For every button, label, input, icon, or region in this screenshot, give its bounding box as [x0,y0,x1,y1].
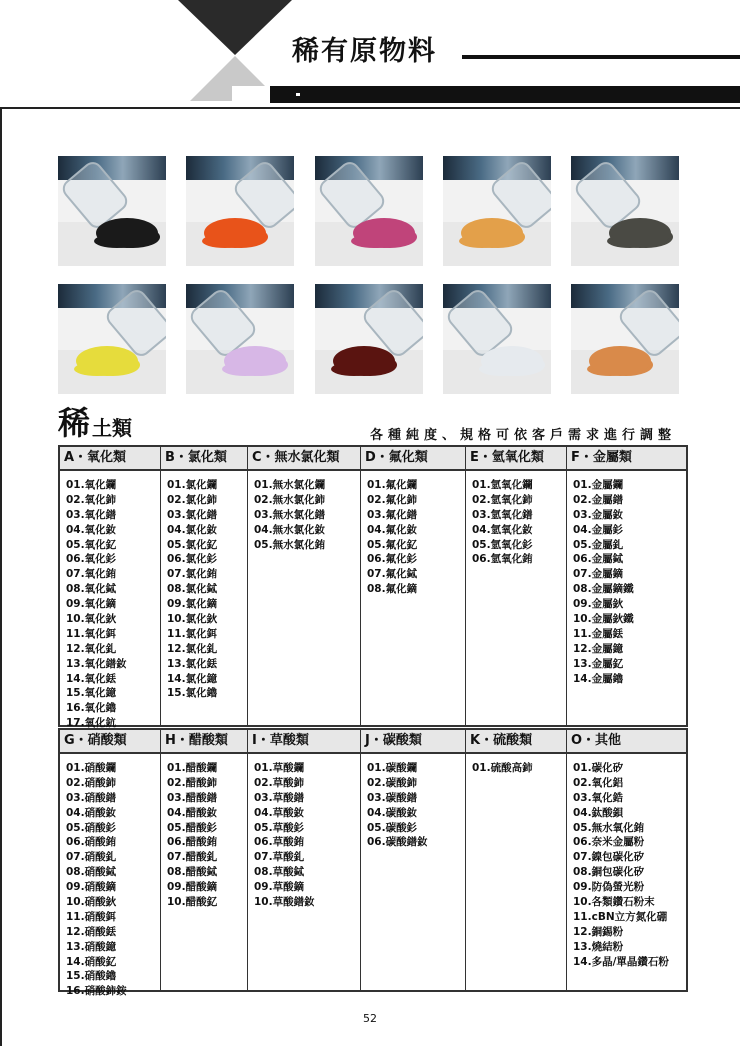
column-header: H・醋酸類 [165,733,228,748]
powder-sample [333,346,395,376]
list-item: 09.氧化鏑 [66,598,117,611]
list-item: 01.硝酸鑭 [66,762,117,774]
item-list [254,761,315,910]
section-title: 土類 [92,416,132,440]
powder-sample [96,218,158,248]
product-photo [315,284,423,394]
column-header: G・硝酸類 [64,733,127,748]
list-item: 12.銅錫粉 [573,925,624,938]
list-item: 03.氫氧化鐠 [472,508,533,521]
table-column [360,447,465,725]
list-item: 06.硝酸銪 [66,836,117,849]
product-photo [443,156,551,266]
list-item: 05.硝酸釤 [66,821,117,834]
item-list [254,478,325,552]
list-item: 03.氧化鋯 [573,791,624,804]
list-item: 16.氧化鑥 [66,702,117,715]
list-item: 07.金屬鏑 [573,568,624,581]
column-header: D・氟化類 [365,450,428,465]
table-column [60,730,160,998]
list-item: 01.草酸鑭 [254,762,305,774]
section-note: 各種純度、規格可依客戶需求進行調整 [370,428,677,443]
product-photo [571,156,679,266]
list-item: 10.醋酸釔 [167,896,218,909]
list-item: 06.奈米金屬粉 [573,836,645,849]
list-item: 10.氧化鈥 [66,613,117,626]
product-photo [443,284,551,394]
table-column [465,447,566,725]
list-item: 08.醋酸鋱 [167,866,218,879]
list-item: 02.草酸鈰 [254,776,305,789]
item-list [367,478,417,597]
list-item: 04.硝酸釹 [66,806,117,819]
frame-left-line [0,107,2,1046]
list-item: 07.硝酸釓 [66,851,117,864]
list-item: 02.氧化鈰 [66,493,117,506]
table-column [465,730,566,990]
list-item: 15.氯化鑥 [167,687,218,700]
list-item: 01.氧化鑭 [66,479,117,491]
list-item: 09.防偽螢光粉 [573,881,645,894]
header-bar-mark [296,93,300,96]
product-photo [186,156,294,266]
product-photo [315,156,423,266]
list-item: 01.氯化鑭 [167,479,218,491]
list-item: 13.氯化銩 [167,657,218,670]
list-item: 04.氯化釹 [167,523,218,536]
product-photo [58,156,166,266]
list-item: 14.硝酸釔 [66,955,117,968]
list-item: 04.氧化釹 [66,523,117,536]
page-title: 稀有原物料 [292,36,437,67]
list-item: 02.碳酸鈰 [367,776,418,789]
list-item: 05.氫氧化釤 [472,538,533,551]
list-item: 01.氫氧化鑭 [472,479,533,491]
list-item: 06.氯化釤 [167,553,218,566]
list-item: 03.氟化鐠 [367,508,418,521]
table-column [60,447,160,730]
table-column [566,730,688,990]
column-header: E・氫氧化類 [470,450,544,465]
list-item: 09.草酸鏑 [254,881,305,894]
list-item: 08.金屬鏑鐵 [573,583,634,596]
table-column [247,730,360,990]
list-item: 04.鈦酸鋇 [573,806,624,819]
list-item: 05.無水氯化銪 [254,538,326,551]
list-item: 12.氧化釓 [66,642,117,655]
list-item: 12.硝酸銩 [66,925,117,938]
list-item: 01.碳酸鑭 [367,762,418,774]
list-item: 02.硝酸鈰 [66,776,117,789]
list-item: 03.無水氯化鐠 [254,508,326,521]
list-item: 14.氯化鐿 [167,672,218,685]
list-item: 17.氧化鈧 [66,717,117,730]
list-item: 02.氟化鈰 [367,493,418,506]
list-item: 03.氯化鐠 [167,508,218,521]
list-item: 10.硝酸鈥 [66,896,117,909]
column-header: F・金屬類 [571,450,632,465]
list-item: 12.氯化釓 [167,642,218,655]
item-list [66,761,127,999]
list-item: 03.草酸鐠 [254,791,305,804]
list-item: 02.醋酸鈰 [167,776,218,789]
header-bar [270,86,740,103]
rare-earth-table-2 [58,728,688,998]
list-item: 10.各類鑽石粉末 [573,896,655,909]
list-item: 05.無水氧化銪 [573,821,645,834]
header-rule [462,55,740,59]
powder-sample [76,346,138,376]
table-column [247,447,360,725]
item-list [66,478,127,731]
list-item: 01.碳化矽 [573,762,624,774]
list-item: 03.硝酸鐠 [66,791,117,804]
list-item: 08.氟化鏑 [367,583,418,596]
list-item: 14.多晶/單晶鑽石粉 [573,955,669,968]
list-item: 05.氧化釔 [66,538,117,551]
column-header: J・碳酸類 [365,733,422,748]
product-photo [571,284,679,394]
list-item: 01.金屬鑭 [573,479,624,491]
list-item: 04.氫氧化釹 [472,523,533,536]
table-column [360,730,465,990]
list-item: 01.氟化鑭 [367,479,418,491]
column-header: O・其他 [571,733,622,748]
list-item: 09.金屬鈥 [573,598,624,611]
powder-sample [481,346,543,376]
page-number: 52 [363,1012,377,1025]
list-item: 03.金屬釹 [573,508,624,521]
list-item: 04.碳酸釹 [367,806,418,819]
list-item: 13.金屬釔 [573,657,624,670]
list-item: 05.氟化釔 [367,538,418,551]
powder-sample [353,218,415,248]
list-item: 04.無水氯化釹 [254,523,326,536]
list-item: 10.金屬鈥鐵 [573,613,634,626]
list-item: 07.草酸釓 [254,851,305,864]
list-item: 06.氫氧化銪 [472,553,533,566]
frame-top-line [0,107,740,109]
section-title-big-char: 稀 [58,404,91,442]
list-item: 01.硫酸高鈰 [472,762,533,774]
list-item: 11.氯化鉺 [167,627,218,640]
list-item: 14.氧化銩 [66,672,117,685]
item-list [472,761,533,776]
item-list [573,478,634,686]
powder-sample [589,346,651,376]
list-item: 05.氯化釔 [167,538,218,551]
list-item: 07.醋酸釓 [167,851,218,864]
list-item: 05.金屬釓 [573,538,624,551]
column-header: C・無水氯化類 [252,450,340,465]
list-item: 04.草酸釹 [254,806,305,819]
list-item: 06.氟化釤 [367,553,418,566]
list-item: 08.草酸鋱 [254,866,305,879]
list-item: 11.cBN立方氮化硼 [573,910,668,923]
product-photo [58,284,166,394]
item-list [167,761,217,910]
list-item: 05.醋酸釤 [167,821,218,834]
list-item: 09.氯化鏑 [167,598,218,611]
list-item: 15.硝酸鑥 [66,970,117,983]
list-item: 06.碳酸鐠釹 [367,836,428,849]
list-item: 06.金屬鋱 [573,553,624,566]
list-item: 03.碳酸鐠 [367,791,418,804]
powder-sample [609,218,671,248]
list-item: 07.氟化鋱 [367,568,418,581]
list-item: 02.氧化鋁 [573,776,624,789]
column-header: B・氯化類 [165,450,227,465]
list-item: 13.氧化鐠釹 [66,657,127,670]
item-list [573,761,669,969]
list-item: 02.氯化鈰 [167,493,218,506]
list-item: 02.金屬鐠 [573,493,624,506]
column-header: I・草酸類 [252,733,309,748]
list-item: 11.金屬銩 [573,627,624,640]
list-item: 07.氧化銪 [66,568,117,581]
list-item: 02.無水氯化鈰 [254,493,326,506]
table-column [160,447,247,725]
list-item: 15.氧化鐿 [66,687,117,700]
header-dark-triangle [178,0,292,55]
list-item: 10.草酸鐠釹 [254,896,315,909]
list-item: 09.硝酸鏑 [66,881,117,894]
list-item: 13.燒結粉 [573,940,624,953]
list-item: 05.草酸釤 [254,821,305,834]
list-item: 03.氧化鐠 [66,508,117,521]
list-item: 14.金屬鑥 [573,672,624,685]
table-column [160,730,247,990]
list-item: 06.草酸銪 [254,836,305,849]
list-item: 03.醋酸鐠 [167,791,218,804]
list-item: 08.硝酸鋱 [66,866,117,879]
list-item: 11.氧化鉺 [66,627,117,640]
list-item: 07.氯化銪 [167,568,218,581]
item-list [367,761,428,850]
list-item: 10.氯化鈥 [167,613,218,626]
powder-sample [204,218,266,248]
list-item: 09.醋酸鏑 [167,881,218,894]
list-item: 08.銅包碳化矽 [573,866,645,879]
list-item: 07.鎳包碳化矽 [573,851,645,864]
list-item: 02.氫氧化鈰 [472,493,533,506]
list-item: 01.無水氯化鑭 [254,479,326,491]
list-item: 08.氧化鋱 [66,583,117,596]
list-item: 04.氟化釹 [367,523,418,536]
list-item: 04.金屬釤 [573,523,624,536]
powder-sample [224,346,286,376]
list-item: 01.醋酸鑭 [167,762,218,774]
item-list [167,478,217,701]
column-header: K・硫酸類 [470,733,533,748]
list-item: 12.金屬鐿 [573,642,624,655]
table-column [566,447,688,725]
item-list [472,478,533,567]
list-item: 16.硝酸鈰銨 [66,985,127,998]
column-header: A・氧化類 [64,450,127,465]
list-item: 11.硝酸鉺 [66,910,117,923]
powder-sample [461,218,523,248]
header-bar-gap [232,86,270,103]
list-item: 05.碳酸釤 [367,821,418,834]
product-photo [186,284,294,394]
list-item: 13.硝酸鐿 [66,940,117,953]
list-item: 08.氯化鋱 [167,583,218,596]
list-item: 06.醋酸銪 [167,836,218,849]
list-item: 04.醋酸釹 [167,806,218,819]
rare-earth-table-1 [58,445,688,730]
list-item: 06.氧化釤 [66,553,117,566]
